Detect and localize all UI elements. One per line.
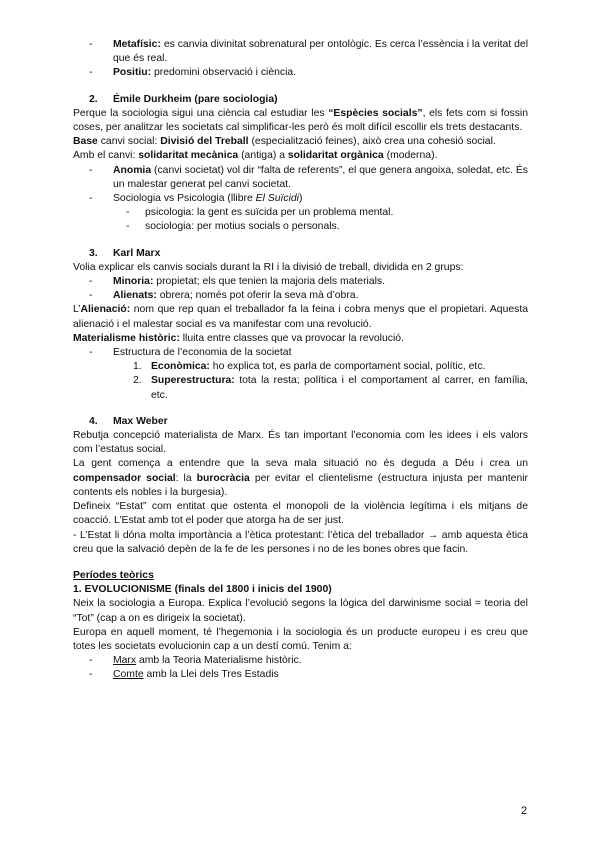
- paragraph: - L’Estat li dóna molta importància a l’ètica protestant: l’ètica del treballador → amb aquesta ètica creu que la salvació depèn de la fe de les persones i no de les bones obres que facin.: [73, 529, 528, 555]
- list-item: - Alienats: obrera; només pot oferir la seva mà d’obra.: [89, 290, 359, 302]
- list-item: - Metafísic: es canvia divinitat sobrenatural per ontològic. Es cerca l’essència i la veritat del que és real.: [89, 39, 528, 65]
- section-heading-durkheim: 2. Émile Durkheim (pare sociologia): [89, 93, 278, 105]
- paragraph: La gent comença a entendre que la seva mala situació no és deguda a Déu i crea un compensador social: la burocràcia per evitar el clientelisme (estructura injusta per mantenir contents els nobles i la burgesia).: [73, 458, 529, 498]
- paragraph: Neix la sociologia a Europa. Explica l’evolució segons la lògica del darwinisme social = teoria del “Tot” (cap a on es dirigeix la societat).: [73, 598, 528, 624]
- paragraph: Volia explicar els canvis socials durant la RI i la divisió de treball, dividida en 2 grups:: [73, 261, 464, 273]
- list-item: - Marx amb la Teoria Materialisme històric.: [89, 655, 302, 667]
- paragraph: Rebutja concepció materialista de Marx. És tan important l’economia com les idees i els valors com l’estatus social.: [73, 430, 528, 456]
- paragraph: Europa en aquell moment, té l’hegemonia i la sociologia és un producte europeu i es creu que totes les societats evolucionin cap a un destí comú. Tenim a:: [73, 626, 528, 652]
- section-heading-periodes: Períodes teòrics: [73, 569, 154, 581]
- paragraph: Defineix “Estat” com entitat que ostenta el monopoli de la violència legítima i els mitjans de coacció. L’Estat amb tot el poder que atorga ha de ser just.: [73, 501, 528, 527]
- list-item: - sociologia: per motius socials o personals.: [126, 221, 340, 233]
- list-item: - Estructura de l’economia de la societat: [89, 347, 292, 359]
- paragraph: Amb el canvi: solidaritat mecànica (antiga) a solidaritat orgànica (moderna).: [73, 150, 438, 162]
- paragraph: L’Alienació: nom que rep quan el treballador fa la feina i cobra menys que el propietari. Aquesta alienació i el malestar social es va manifestar com una revolució.: [73, 304, 528, 330]
- list-item: - psicologia: la gent es suïcida per un problema mental.: [126, 207, 394, 219]
- term: Positiu:: [113, 67, 152, 79]
- list-item: - Sociologia vs Psicologia (llibre El Suïcidi): [89, 193, 303, 205]
- list-item: - Comte amb la Llei dels Tres Estadis: [89, 669, 279, 681]
- list-item: 2. Superestructura: tota la resta; política i el comportament al carrer, en família, etc.: [133, 375, 528, 401]
- paragraph: Base canvi social: Divisió del Treball (especialització feines), això crea una cohesió social.: [73, 136, 496, 148]
- list-item: - Anomia (canvi societat) vol dir “falta de referents”, el que genera angoixa, soledat, etc. És un malestar generat pel canvi societat.: [89, 164, 528, 190]
- list-item: - Minoria: propietat; els que tenien la majoria dels materials.: [89, 276, 386, 288]
- page-number: 2: [521, 805, 528, 817]
- list-item: - Positiu: predomini observació i ciència.: [89, 67, 297, 79]
- section-heading-weber: 4. Max Weber: [89, 415, 168, 427]
- subsection-heading-evolucionisme: 1. EVOLUCIONISME (finals del 1800 i inicis del 1900): [73, 584, 332, 596]
- list-item: 1. Econòmica: ho explica tot, es parla de comportament social, polític, etc.: [133, 361, 486, 373]
- paragraph: Perque la sociologia sigui una ciència cal estudiar les “Espècies socials”, els fets com si fossin coses, per analitzar les societats cal simplificar-les però és molt difícil escollir els trets destacants.: [73, 107, 528, 134]
- section-heading-marx: 3. Karl Marx: [89, 247, 161, 259]
- term: Metafísic:: [113, 39, 161, 50]
- paragraph: Materialisme històric: lluita entre classes que va provocar la revolució.: [73, 332, 404, 344]
- document-page: [73, 38, 528, 683]
